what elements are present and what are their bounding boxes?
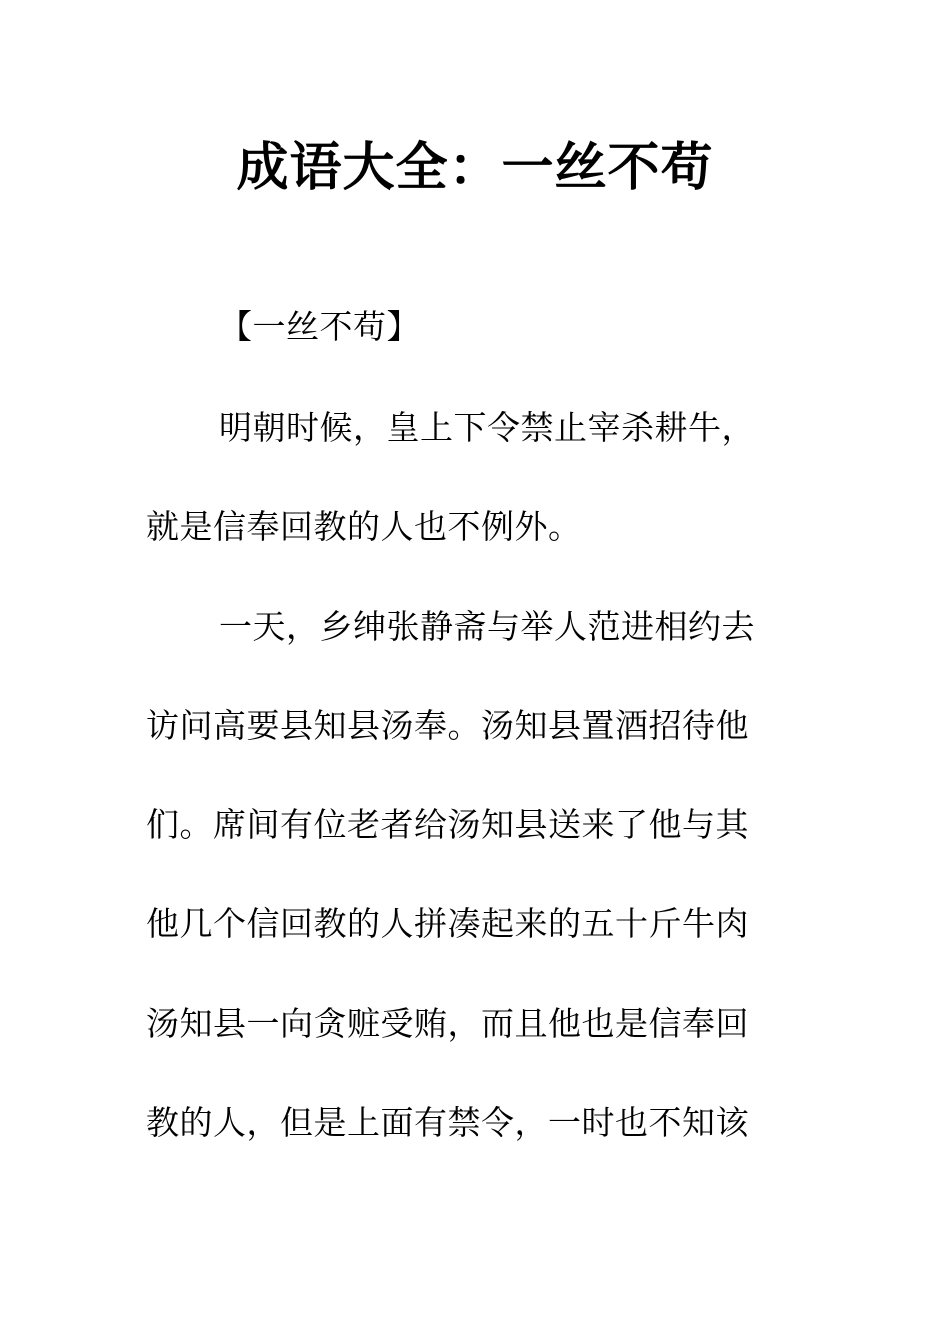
paragraph-line: 他几个信回教的人拼凑起来的五十斤牛肉 [146,904,749,943]
paragraph-line: 教的人，但是上面有禁令，一时也不知该 [146,1103,749,1142]
paragraph-line: 汤知县一向贪赃受贿，而且他也是信奉回 [146,1004,749,1043]
paragraph-line: 访问高要县知县汤奉。汤知县置酒招待他 [146,706,749,745]
document-title: 成语大全：一丝不苟 [236,138,714,198]
idiom-heading: 【一丝不苟】 [219,307,420,346]
paragraph-line: 就是信奉回教的人也不例外。 [146,507,582,546]
paragraph-line: 明朝时候，皇上下令禁止宰杀耕牛， [219,408,755,447]
paragraph-line: 们。席间有位老者给汤知县送来了他与其 [146,805,749,844]
paragraph-line: 一天，乡绅张静斋与举人范进相约去 [219,607,755,646]
